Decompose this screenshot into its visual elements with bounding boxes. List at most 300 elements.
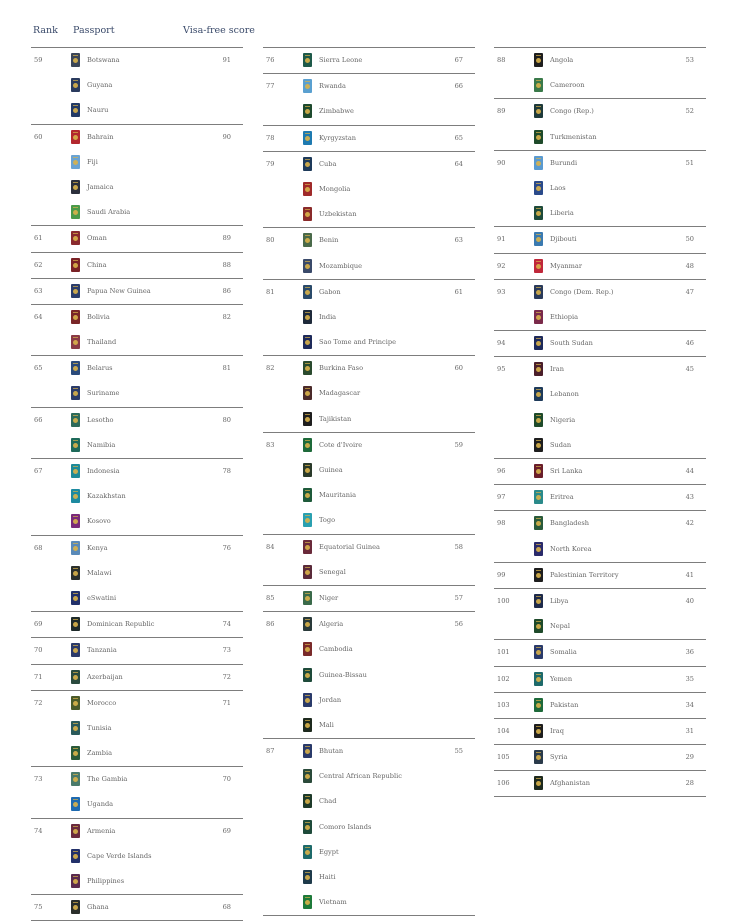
rank-value: 68: [34, 543, 43, 552]
passport-icon: [534, 750, 543, 764]
score-value: 60: [454, 364, 463, 373]
table-row: [494, 458, 706, 484]
rank-value: 92: [497, 261, 506, 270]
country-name: Tunisia: [87, 723, 112, 732]
country-name: Benin: [319, 236, 339, 245]
score-value: 36: [685, 648, 694, 657]
rank-value: 65: [34, 364, 43, 373]
table-row: [31, 869, 243, 894]
country-name: Uganda: [87, 800, 114, 809]
score-value: 88: [222, 260, 231, 269]
table-row: [31, 792, 243, 817]
column-end-rule: [494, 796, 706, 797]
passport-icon: [71, 900, 80, 914]
table-row: [31, 150, 243, 175]
table-row: [263, 330, 475, 355]
passport-icon: [303, 131, 312, 145]
score-value: 64: [454, 159, 463, 168]
passport-icon: [71, 514, 80, 528]
score-value: 58: [454, 542, 463, 551]
country-name: Kenya: [87, 543, 108, 552]
passport-icon: [303, 693, 312, 707]
column-1: [31, 47, 243, 921]
country-name: Belarus: [87, 364, 113, 373]
passport-icon: [71, 670, 80, 684]
score-value: 63: [454, 236, 463, 245]
score-value: 29: [685, 753, 694, 762]
rank-value: 85: [266, 593, 275, 602]
table-row: [31, 586, 243, 611]
score-value: 48: [685, 261, 694, 270]
column-end-rule: [263, 915, 475, 916]
country-name: India: [319, 312, 337, 321]
country-name: Nepal: [550, 622, 570, 631]
table-row: [494, 718, 706, 744]
table-row: [31, 664, 243, 690]
rank-value: 103: [497, 700, 510, 709]
passport-icon: [534, 130, 543, 144]
rank-value: 76: [266, 56, 275, 64]
table-row: [263, 381, 475, 406]
table-row: [263, 688, 475, 713]
country-name: Kyrgyzstan: [319, 133, 357, 142]
country-name: Lesotho: [87, 415, 114, 424]
rank-header: Rank: [33, 25, 58, 36]
country-name: eSwatini: [87, 593, 117, 602]
passport-icon: [534, 336, 543, 350]
country-name: Afghanistan: [550, 779, 591, 788]
passport-icon: [303, 540, 312, 554]
country-name: Cape Verde Islands: [87, 851, 152, 860]
passport-icon: [71, 849, 80, 863]
rank-value: 69: [34, 620, 43, 629]
rank-value: 78: [266, 133, 275, 142]
score-value: 68: [222, 903, 231, 912]
table-row: [263, 890, 475, 915]
country-name: Suriname: [87, 389, 120, 398]
table-row: [263, 713, 475, 738]
rank-value: 90: [497, 158, 506, 167]
score-value: 40: [685, 596, 694, 605]
passport-icon: [534, 285, 543, 299]
passport-icon: [303, 617, 312, 631]
score-value: 81: [222, 364, 231, 373]
passport-icon: [303, 870, 312, 884]
country-name: Botswana: [87, 56, 120, 64]
table-header: [0, 25, 260, 41]
score-value: 46: [685, 339, 694, 348]
passport-icon: [71, 566, 80, 580]
table-row: [494, 73, 706, 98]
passport-icon: [71, 696, 80, 710]
table-row: [263, 279, 475, 305]
passport-icon: [71, 180, 80, 194]
table-row: [263, 483, 475, 508]
passport-icon: [303, 157, 312, 171]
country-name: Mongolia: [319, 184, 351, 193]
table-row: [31, 124, 243, 150]
table-row: [263, 254, 475, 279]
score-value: 42: [685, 519, 694, 528]
rank-value: 77: [266, 82, 275, 91]
country-name: Syria: [550, 753, 568, 762]
table-row: [494, 744, 706, 770]
passport-icon: [303, 668, 312, 682]
score-value: 61: [454, 287, 463, 296]
country-name: Uzbekistan: [319, 210, 357, 219]
passport-icon: [534, 724, 543, 738]
table-row: [263, 458, 475, 483]
table-row: [31, 484, 243, 509]
table-row: [494, 614, 706, 639]
table-row: [494, 226, 706, 252]
country-name: Sri Lanka: [550, 467, 583, 475]
table-row: [263, 663, 475, 688]
table-row: [31, 225, 243, 251]
country-name: North Korea: [550, 544, 592, 553]
passport-icon: [71, 464, 80, 478]
table-row: [494, 639, 706, 665]
passport-icon: [303, 463, 312, 477]
country-name: The Gambia: [87, 775, 128, 784]
passport-icon: [303, 565, 312, 579]
country-name: Haiti: [319, 873, 336, 881]
score-value: 47: [685, 287, 694, 296]
table-row: [31, 200, 243, 225]
table-row: [31, 509, 243, 534]
country-name: Equatorial Guinea: [319, 542, 380, 551]
score-value: 82: [222, 312, 231, 321]
passport-icon: [534, 645, 543, 659]
score-value: 76: [222, 543, 231, 552]
passport-icon: [71, 772, 80, 786]
passport-icon: [303, 361, 312, 375]
passport-icon: [303, 591, 312, 605]
table-row: [31, 844, 243, 869]
rank-value: 87: [266, 747, 275, 756]
passport-icon: [303, 285, 312, 299]
table-row: [31, 381, 243, 406]
rank-value: 91: [497, 235, 506, 244]
table-row: [494, 125, 706, 150]
score-header: Visa-free score: [183, 25, 255, 36]
table-row: [31, 433, 243, 458]
passport-icon: [534, 259, 543, 273]
score-value: 65: [454, 133, 463, 142]
table-row: [263, 815, 475, 840]
rank-value: 101: [497, 648, 510, 657]
rank-value: 67: [34, 467, 43, 475]
country-name: Laos: [550, 183, 566, 192]
table-row: [31, 894, 243, 920]
country-name: Jordan: [319, 695, 342, 704]
table-row: [494, 562, 706, 588]
passport-icon: [71, 335, 80, 349]
passport-icon: [303, 259, 312, 273]
rank-value: 93: [497, 287, 506, 296]
rank-value: 89: [497, 107, 506, 116]
passport-icon: [303, 53, 312, 67]
rank-value: 96: [497, 467, 506, 475]
score-value: 91: [222, 56, 231, 64]
country-name: Ghana: [87, 903, 109, 912]
score-value: 72: [222, 672, 231, 681]
passport-icon: [534, 156, 543, 170]
table-row: [31, 741, 243, 766]
table-row: [494, 356, 706, 382]
country-name: Zimbabwe: [319, 107, 354, 116]
table-row: [263, 202, 475, 227]
table-row: [263, 125, 475, 151]
country-name: Guinea-Bissau: [319, 670, 367, 679]
country-name: Togo: [319, 516, 336, 525]
score-value: 71: [222, 698, 231, 707]
table-row: [494, 770, 706, 796]
score-value: 43: [685, 493, 694, 502]
rank-value: 75: [34, 903, 43, 912]
country-name: Central African Republic: [319, 772, 402, 781]
passport-icon: [71, 874, 80, 888]
table-row: [494, 176, 706, 201]
table-row: [494, 279, 706, 305]
score-value: 53: [685, 56, 694, 64]
country-name: Saudi Arabia: [87, 208, 131, 217]
table-row: [263, 305, 475, 330]
passport-icon: [303, 79, 312, 93]
rank-value: 61: [34, 234, 43, 243]
country-name: Kosovo: [87, 517, 111, 526]
score-value: 57: [454, 593, 463, 602]
country-name: Madagascar: [319, 389, 361, 398]
passport-icon: [71, 617, 80, 631]
score-value: 67: [454, 56, 463, 64]
table-row: [263, 738, 475, 764]
table-row: [263, 227, 475, 253]
passport-icon: [534, 310, 543, 324]
passport-icon: [71, 721, 80, 735]
table-row: [31, 98, 243, 123]
passport-icon: [71, 386, 80, 400]
country-name: Palestinian Territory: [550, 570, 619, 579]
rank-value: 94: [497, 339, 506, 348]
passport-icon: [71, 284, 80, 298]
country-name: Fiji: [87, 157, 98, 166]
country-name: Morocco: [87, 698, 117, 707]
country-name: Mali: [319, 720, 334, 729]
score-value: 70: [222, 775, 231, 784]
passport-icon: [303, 845, 312, 859]
passport-icon: [303, 488, 312, 502]
passport-icon: [303, 642, 312, 656]
rank-value: 84: [266, 542, 275, 551]
table-row: [263, 47, 475, 73]
country-name: Cuba: [319, 159, 337, 168]
country-name: Somalia: [550, 648, 577, 657]
table-row: [31, 407, 243, 433]
rank-value: 86: [266, 620, 275, 629]
passport-icon: [303, 412, 312, 426]
country-name: Yemen: [550, 674, 573, 683]
country-name: Turkmenistan: [550, 132, 597, 141]
rank-value: 60: [34, 132, 43, 141]
passport-header: Passport: [73, 25, 115, 36]
country-name: Cote d'Ivoire: [319, 440, 363, 449]
passport-icon: [534, 53, 543, 67]
passport-icon: [71, 155, 80, 169]
passport-icon: [534, 413, 543, 427]
table-row: [494, 382, 706, 407]
country-name: Oman: [87, 234, 107, 243]
country-name: Tanzania: [87, 646, 117, 655]
country-name: Mauritania: [319, 491, 357, 500]
rank-value: 66: [34, 415, 43, 424]
passport-icon: [534, 206, 543, 220]
score-value: 59: [454, 440, 463, 449]
country-name: Chad: [319, 797, 337, 806]
country-name: Rwanda: [319, 82, 346, 91]
country-name: Djibouti: [550, 235, 577, 244]
table-row: [263, 789, 475, 814]
table-row: [31, 766, 243, 792]
country-name: Algeria: [319, 620, 344, 629]
passport-icon: [71, 591, 80, 605]
score-value: 89: [222, 234, 231, 243]
score-value: 28: [685, 779, 694, 788]
table-row: [31, 637, 243, 663]
country-name: Mozambique: [319, 261, 363, 270]
passport-icon: [71, 824, 80, 838]
table-row: [494, 330, 706, 356]
score-value: 44: [685, 467, 694, 475]
table-row: [494, 408, 706, 433]
passport-icon: [71, 103, 80, 117]
table-row: [31, 458, 243, 484]
country-name: Cambodia: [319, 645, 353, 654]
score-value: 90: [222, 132, 231, 141]
rank-value: 80: [266, 236, 275, 245]
table-row: [494, 484, 706, 510]
country-name: Azerbaijan: [87, 672, 123, 681]
country-name: Philippines: [87, 877, 125, 885]
country-name: Niger: [319, 593, 339, 602]
passport-icon: [534, 568, 543, 582]
table-row: [494, 692, 706, 718]
table-row: [494, 305, 706, 330]
rank-value: 70: [34, 646, 43, 655]
table-row: [31, 690, 243, 716]
passport-icon: [303, 207, 312, 221]
rank-value: 83: [266, 440, 275, 449]
table-row: [263, 764, 475, 789]
table-row: [263, 560, 475, 585]
passport-icon: [303, 744, 312, 758]
table-row: [494, 47, 706, 73]
table-row: [494, 253, 706, 279]
score-value: 66: [454, 82, 463, 91]
table-row: [263, 840, 475, 865]
passport-icon: [534, 181, 543, 195]
passport-icon: [71, 258, 80, 272]
rank-value: 74: [34, 826, 43, 835]
country-name: Malawi: [87, 568, 112, 577]
passport-icon: [303, 769, 312, 783]
table-row: [31, 535, 243, 561]
passport-icon: [534, 516, 543, 530]
passport-icon: [71, 413, 80, 427]
country-name: Nauru: [87, 106, 109, 115]
table-row: [31, 175, 243, 200]
rank-value: 72: [34, 698, 43, 707]
country-name: Congo (Rep.): [550, 107, 594, 116]
rank-value: 71: [34, 672, 43, 681]
table-row: [263, 432, 475, 458]
passport-icon: [303, 335, 312, 349]
table-row: [31, 355, 243, 381]
country-name: Indonesia: [87, 467, 120, 475]
table-row: [263, 611, 475, 637]
country-name: Armenia: [87, 826, 116, 835]
country-name: Nigeria: [550, 415, 576, 424]
score-value: 56: [454, 620, 463, 629]
score-value: 73: [222, 646, 231, 655]
passport-icon: [303, 438, 312, 452]
passport-icon: [534, 698, 543, 712]
country-name: Thailand: [87, 338, 117, 347]
country-name: Eritrea: [550, 493, 574, 502]
country-name: China: [87, 260, 107, 269]
table-row: [31, 818, 243, 844]
passport-icon: [71, 205, 80, 219]
table-row: [494, 98, 706, 124]
country-name: Sudan: [550, 440, 572, 449]
passport-icon: [534, 619, 543, 633]
table-row: [263, 865, 475, 890]
table-row: [494, 537, 706, 562]
score-value: 86: [222, 286, 231, 295]
score-value: 52: [685, 107, 694, 116]
passport-icon: [534, 362, 543, 376]
country-name: Bhutan: [319, 747, 344, 756]
table-row: [263, 508, 475, 533]
table-row: [31, 561, 243, 586]
passport-icon: [534, 542, 543, 556]
country-name: Egypt: [319, 847, 339, 856]
country-name: Bahrain: [87, 132, 114, 141]
score-value: 55: [454, 747, 463, 756]
country-name: Dominican Republic: [87, 620, 155, 629]
country-name: Sao Tome and Principe: [319, 338, 396, 347]
passport-icon: [71, 310, 80, 324]
table-row: [263, 534, 475, 560]
rank-value: 79: [266, 159, 275, 168]
score-value: 35: [685, 674, 694, 683]
table-row: [31, 330, 243, 355]
passport-icon: [303, 718, 312, 732]
passport-icon: [71, 541, 80, 555]
country-name: Angola: [550, 56, 574, 64]
table-row: [263, 151, 475, 177]
country-name: Iraq: [550, 726, 564, 735]
country-name: Bangladesh: [550, 519, 590, 528]
passport-icon: [71, 797, 80, 811]
passport-icon: [303, 513, 312, 527]
passport-icon: [71, 130, 80, 144]
rank-value: 106: [497, 779, 510, 788]
country-name: Comoro Islands: [319, 822, 372, 831]
rank-value: 64: [34, 312, 43, 321]
passport-icon: [71, 438, 80, 452]
table-row: [263, 637, 475, 662]
